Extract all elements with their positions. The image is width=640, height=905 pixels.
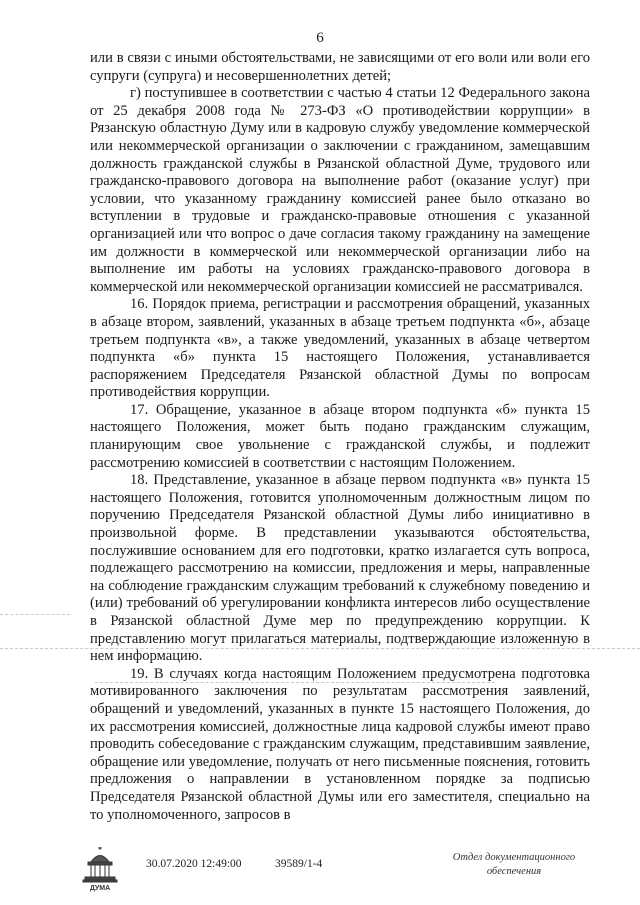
duma-logo-icon bbox=[80, 846, 120, 892]
paragraph: 16. Порядок приема, регистрации и рассмотрения обращений, указанных в абзаце втором, заявлений, указанных в абзаце третьем подпункта «б», абзаце третьем подпункта «в», а также уведомлений, указанных в абзаце четвертом подпункта «б» пункта 15 настоящего Положения, устанавливается распоряжением Председателя Рязанской областной Думы по вопросам противодействия коррупции. bbox=[90, 296, 590, 401]
paragraph: 19. В случаях когда настоящим Положением предусмотрена подготовка мотивированного заключения по результатам рассмотрения заявлений, обращений и уведомлений, указанных в пункте 15 настоящего Положения, до их рассмотрения комиссией, должностные лица кадровой службы имеют право проводить собеседование с гражданским служащим, представившим заявление, обращение или уведомление, получать от него письменные пояснения, готовить предложения о направлении в установленном порядке за подписью Председателя Рязанской областной Думы или его заместителя, специально на то уполномоченного, запросов в bbox=[90, 665, 590, 823]
footer-department bbox=[434, 851, 594, 879]
scan-artifact-line bbox=[95, 682, 495, 683]
svg-text:ДУМА: ДУМА bbox=[89, 885, 111, 892]
paragraph: г) поступившее в соответствии с частью 4 статьи 12 Федерального закона от 25 декабря 2008 года № 273-ФЗ «О противодействии коррупции» в Рязанскую областную Думу или в кадровую службу уведомление коммерческой или некоммерческой организации о заключении с гражданином, замещавшим должность гражданской службы в Рязанской областной Думе, трудового или гражданско-правового договора на выполнение работ (оказание услуг) при условии, что указанному гражданину комиссией ранее было отказано во вступлении в трудовые и гражданско-правовые отношения с указанной организацией или что вопрос о даче согласия такому гражданину на замещение им должности в коммерческой или некоммерческой организации либо на выполнение им работы на условиях гражданско-правового договора в коммерческой или некоммерческой организации комиссией не рассматривался. bbox=[90, 85, 590, 295]
paragraph: 18. Представление, указанное в абзаце первом подпункта «в» пункта 15 настоящего Положения, готовится уполномоченным должностным лицом по поручению Председателя Рязанской областной Думы либо инициативно в произвольной форме. В представлении указываются обстоятельства, послужившие основанием для его подготовки, кратко излагается суть вопроса, подлежащего рассмотрению на комиссии, предложения и меры, направленные на соблюдение гражданским служащим требований к служебному поведению и (или) требований об урегулировании конфликта интересов либо осуществление в Рязанской областной Думе мер по предупреждению коррупции. К представлению могут прилагаться материалы, подтверждающие изложенную в нем информацию. bbox=[90, 472, 590, 665]
paragraph: или в связи с иными обстоятельствами, не зависящими от его воли или воли его супруги (супруга) и несовершеннолетних детей; bbox=[90, 50, 590, 84]
footer bbox=[80, 846, 600, 896]
footer-department-line1: Отдел документационного bbox=[452, 852, 576, 863]
page-number: 6 bbox=[316, 30, 324, 46]
footer-department-line2: обеспечения bbox=[486, 866, 542, 877]
document-body bbox=[90, 50, 590, 824]
scan-artifact-line bbox=[0, 648, 640, 649]
footer-date: 30.07.2020 12:49:00 bbox=[146, 858, 242, 870]
scan-artifact-line bbox=[0, 614, 70, 615]
footer-reg-number: 39589/1-4 bbox=[275, 858, 323, 870]
paragraph: 17. Обращение, указанное в абзаце втором подпункта «б» пункта 15 настоящего Положения, может быть подано гражданским служащим, планирующим свое увольнение с гражданской службы, и подлежит рассмотрению комиссией в соответствии с настоящим Положением. bbox=[90, 401, 590, 471]
